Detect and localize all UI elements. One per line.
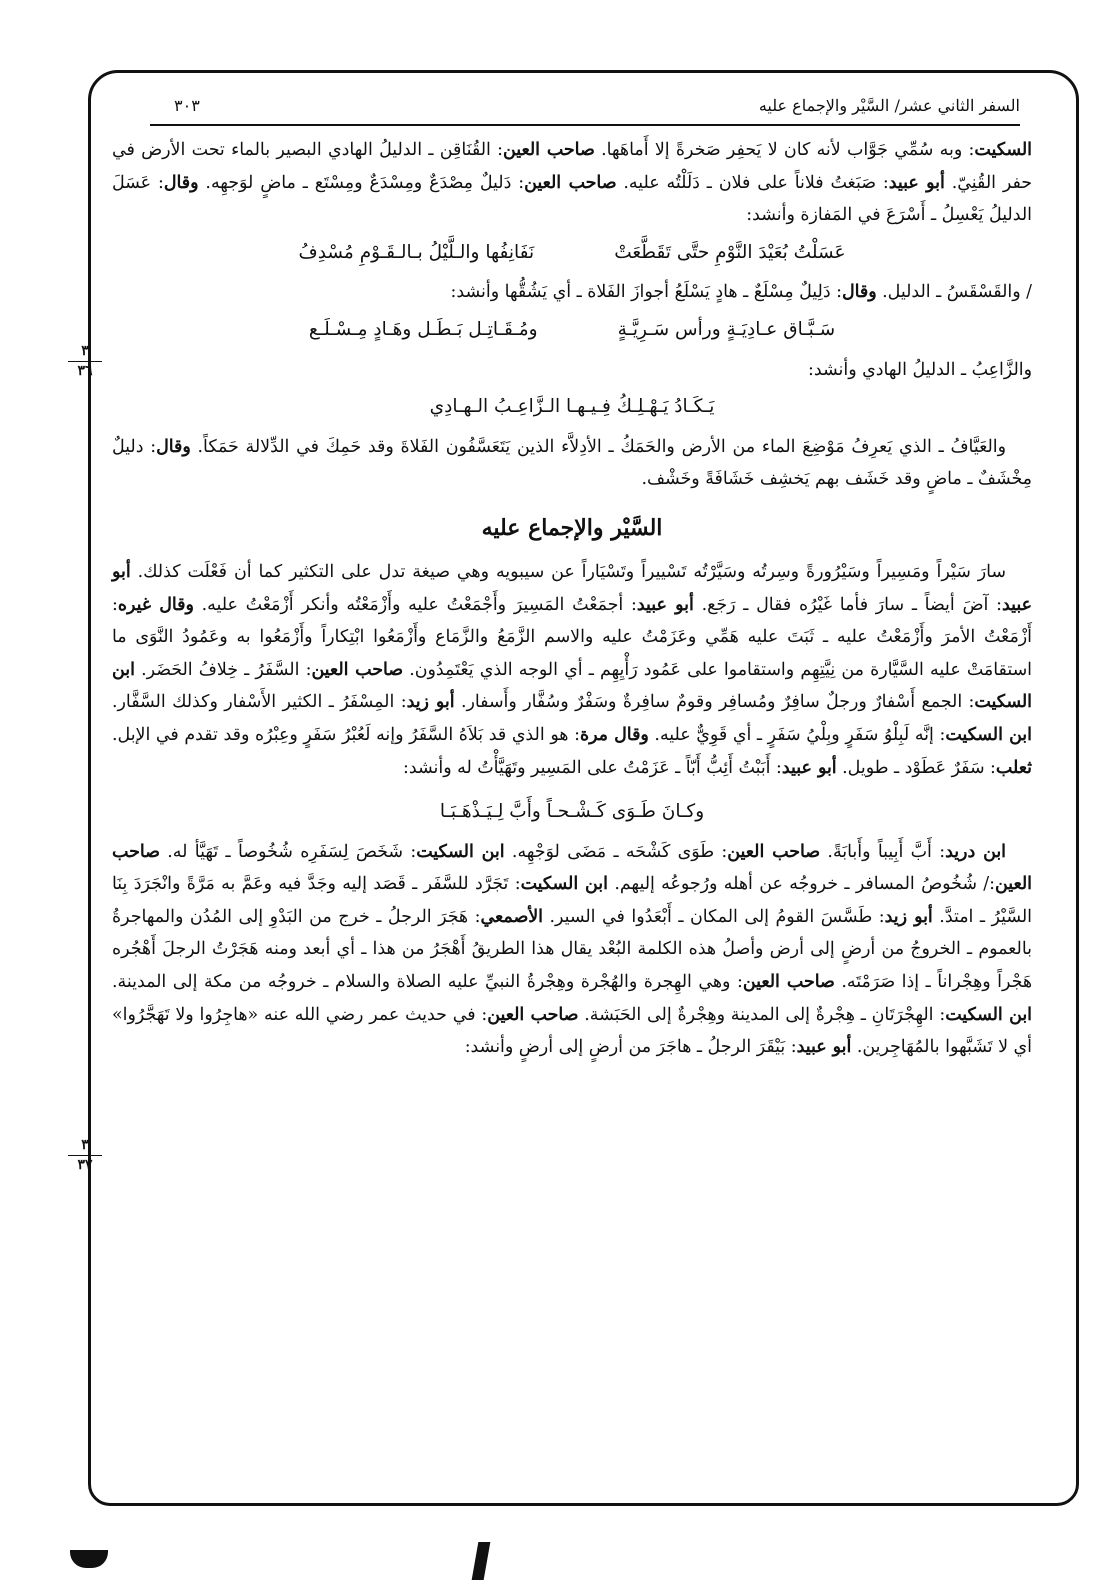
source-name: ثعلب bbox=[995, 757, 1032, 778]
margin-note-bottom: ٣٦ bbox=[77, 363, 93, 379]
source-name: السكيت bbox=[974, 140, 1032, 160]
text: : هَجَرَ الرجلُ ـ خرج من البَدْوِ إلى المُدُن والمهاجرةُ بالعموم ـ الخروجُ من أرضٍ إلى أرض وأصلُ هذه الكلمة البُعْد يقال هذا الطريقُ أَهْجَرُ من هذا ـ أي أبعد ومنه هَجَرْتُ الرجلَ أَهْجُره هَجْراً وهِجْراناً ـ إذا صَرَمْتَه. bbox=[112, 906, 1032, 993]
verse bbox=[112, 314, 1032, 347]
source-name: أبو عبيد bbox=[781, 757, 837, 778]
running-header bbox=[150, 86, 1020, 124]
source-name: صاحب العين bbox=[503, 140, 595, 160]
text: : السَّفَرُ ـ خِلافُ الحَضَر. bbox=[134, 659, 312, 680]
page-body bbox=[112, 134, 1032, 1064]
text: : سَفَرٌ عَطَوْد ـ طويل. bbox=[836, 757, 996, 778]
verse-second-hemistich: ومُـقَـاتِـل بَـطَـل وهَـادٍ مِـسْـلَـع bbox=[308, 318, 538, 340]
verse bbox=[112, 237, 1032, 270]
text: : في حديث عمر رضي الله عنه «هاجِرُوا ولا تَهَجَّرُوا» أي لا تَشَبَّهوا بالمُهَاجِرين. bbox=[112, 1004, 1032, 1058]
text: : المِسْفَرُ ـ الكثير الأَسْفار وكذلك السَّفَّار. bbox=[112, 692, 407, 713]
text: : بَيْقَرَ الرجلُ ـ هاجَرَ من أرضٍ إلى أرضٍ وأنشد: bbox=[464, 1037, 797, 1058]
text: سارَ سَيْراً ومَسِيراً وسَيْرُورةً وسِرتُه وسَيَّرْتُه تَسْييراً وتَسْيَاراً عن سيبويه وهي صيغة تدل على التكثير كما أن فَعْلَت كذلك. bbox=[130, 561, 1006, 582]
text: : أَبَبْتُ أَئِبُّ أَبّاً ـ عَزَمْتُ على المَسِير وتَهَيَّأْتُ له وأنشد: bbox=[403, 757, 782, 778]
source-name: ابن السكيت bbox=[520, 874, 608, 895]
margin-note bbox=[68, 344, 102, 379]
text: : آضَ أيضاً ـ سارَ فأما غَيْرُه فقال ـ رَجَع. bbox=[693, 594, 1002, 615]
text: والعَيَّافُ ـ الذي يَعرِفُ مَوْضِعَ الماء من الأرض والحَمَكُ ـ الأدِلاَّء الذين يَتَعَسَّفُون الفَلاةَ وقد حَمِكَ في الدِّلالة حَمَكاً. bbox=[190, 436, 1006, 457]
text: :/ شُخُوصُ المسافر ـ خروجُه عن أهله ورُجوعُه إليهم. bbox=[607, 874, 995, 895]
verse-second-hemistich: نَفَانِفُها والـلَّيْلُ بـالـقَـوْمِ مُسْدِفُ bbox=[298, 241, 535, 263]
text: : أَزْمَعْتُ الأمرَ وأَزْمَعْتُ عليه ـ ثَبَتَ عليه هَمِّي وعَزَمْتُ عليه والاسم الزَّمَعُ والزَّمَاع وأَزْمَعُوا ابْتِكاراً وأَزْمَعُوا به وعَمُودُ النَّوَى ما استقامَتْ عليه السَّيَّارة من نِيَّتِهِم واستقاموا على عَمُود رَأْيِهِم ـ أي الوجه الذي يَعْتَمِدُون. bbox=[112, 594, 1032, 680]
paragraph bbox=[112, 556, 1032, 784]
source-name: ابن السكيت bbox=[416, 841, 505, 862]
section-title: السَّيْر والإجماع عليه bbox=[481, 514, 663, 541]
source-name: وقال غيره bbox=[117, 594, 194, 615]
text: : دليلٌ مِخْشَفٌ ـ ماضٍ وقد خَشَف بهم يَخشِف خَشَافَةً وخَشْف. bbox=[112, 436, 1032, 490]
text: : دَلِيلٌ مِسْلَعٌ ـ هادٍ يَسْلَعُ أجوازَ الفَلاة ـ أي يَشُقُّها وأنشد: bbox=[450, 282, 842, 303]
text: : أجمَعْتُ المَسِيرَ وأَجْمَعْتُ عليه وأَزْمَعْتُه وأنكر أَزْمَعْتُ عليه. bbox=[193, 594, 637, 615]
source-name: صاحب العين bbox=[524, 172, 617, 193]
verse-line: وكـانَ طَـوَى كَـشْـحـاً وأَبَّ لِـيَـذْهَـبَـا bbox=[439, 801, 705, 823]
source-name: ابن السكيت bbox=[945, 724, 1032, 745]
verse-first-hemistich: عَسَلْتُ بُعَيْدَ النَّوْمِ حتَّى تَقَطَّعَتْ bbox=[614, 241, 846, 263]
source-name: وقال مرة bbox=[579, 724, 649, 745]
text: : تَجَرَّد للسَّفَر ـ قَصَد إليه وجَدَّ فيه وعَمَّ به مَرَّةً وانْجَرَدَ بِنَا السَّيْرُ ـ امتدَّ. bbox=[112, 874, 1033, 927]
paragraph bbox=[112, 431, 1032, 496]
source-name: أبو زيد bbox=[406, 692, 455, 713]
text: / والقَسْقَسُ ـ الدليل. bbox=[876, 282, 1032, 303]
verse-line: يَـكَـادُ يَـهْـلِـكُ فِـيـهـا الـزَّاعِـبُ الـهـادِي bbox=[429, 396, 715, 418]
verse bbox=[112, 391, 1032, 424]
margin-note bbox=[68, 1138, 102, 1173]
source-name: صاحب العين bbox=[487, 1004, 579, 1025]
source-name: أبو عبيد bbox=[112, 561, 1032, 615]
verse-first-hemistich: سَـبَّـاق عـادِيَـةٍ ورأس سَـرِيَّـةٍ bbox=[617, 318, 836, 340]
verse bbox=[112, 796, 1032, 829]
source-name: أبو زيد bbox=[884, 906, 933, 927]
text: : هو الذي قد بَلاَهُ السَّفَرُ وإنه لَعُبْرُ سَفَرٍ وعِبْرُه وقد تقدم في الإبل. bbox=[112, 724, 580, 745]
text: : صَبَغتُ فلاناً على فلان ـ دَلَلْتُه عليه. bbox=[616, 172, 889, 193]
header-rule bbox=[150, 124, 1020, 126]
paragraph bbox=[112, 836, 1032, 1064]
text: : إنَّه لَبِلْوُ سَفَرٍ وبِلْيُ سَفَرٍ ـ أي قَوِيٌّ عليه. bbox=[648, 724, 946, 745]
margin-note-top: ٣ bbox=[81, 343, 89, 359]
text: : طَوَى كَشْحَه ـ مَضَى لوَجْهِه. bbox=[504, 841, 728, 862]
text: : الهِجْرَتَانِ ـ هِجْرةٌ إلى المدينة وهِجْرةٌ إلى الحَبَشة. bbox=[578, 1004, 946, 1025]
margin-note-rule bbox=[68, 1155, 102, 1156]
text: : القُنَاقِن ـ الدليلُ الهادي البصير بالماء تحت الأرض في حفر القُنِيّ. bbox=[112, 140, 1033, 193]
source-name: أبو عبيد bbox=[888, 172, 945, 193]
scan-artifact-mark bbox=[70, 1550, 108, 1568]
source-name: وقال bbox=[841, 282, 877, 303]
source-name: وقال bbox=[156, 436, 191, 457]
paragraph: والزَّاعِبُ ـ الدليلُ الهادي وأنشد: bbox=[808, 359, 1032, 380]
margin-note-bottom: ٣٧ bbox=[77, 1157, 93, 1173]
source-name: صاحب العين bbox=[112, 841, 1032, 895]
margin-note-rule bbox=[68, 361, 102, 362]
paragraph bbox=[112, 276, 1032, 309]
source-name: ابن السكيت bbox=[112, 659, 1032, 713]
source-name: صاحب العين bbox=[311, 659, 404, 680]
header-title: السفر الثاني عشر/ السَّيْر والإجماع عليه bbox=[758, 95, 1020, 115]
source-name: وقال bbox=[163, 172, 199, 193]
scan-artifact-mark bbox=[472, 1542, 491, 1580]
source-name: ابن السكيت bbox=[945, 1004, 1033, 1025]
paragraph bbox=[112, 134, 1032, 232]
text: : الجمع أَسْفارٌ ورجلٌ سافِرٌ ومُسافِر وقومٌ سافِرةٌ وسَفْرٌ وسُفَّار وأَسفار. bbox=[454, 692, 975, 713]
source-name: أبو عبيد bbox=[796, 1037, 852, 1058]
source-name: صاحب العين bbox=[727, 841, 821, 862]
text: : وبه سُمِّي جَوَّاب لأنه كان لا يَحفِر صَخرةً إلا أَماهَها. bbox=[594, 140, 975, 160]
text: : وهي الهِجرة والهُجْرة وهِجْرةُ النبيِّ عليه الصلاة والسلام ـ خروجُه من مكة إلى المدينة. bbox=[112, 972, 743, 993]
page-number: ٣٠٣ bbox=[174, 95, 200, 115]
margin-note-top: ٣ bbox=[81, 1137, 89, 1153]
source-name: صاحب العين bbox=[742, 972, 835, 993]
source-name: ابن دريد bbox=[945, 841, 1007, 862]
text: : دَليلٌ مِصْدَعٌ ومِسْدَعٌ ومِسْتَع ـ ماضٍ لوَجهِه. bbox=[198, 172, 525, 193]
text: : طَسَّسَ القومُ إلى المكان ـ أَبْعَدُوا في السير. bbox=[542, 906, 885, 927]
text: : أَبَّ أَبِيباً وأَبابَةً. bbox=[820, 841, 946, 862]
text: : شَخَصَ لِسَفَرِه شُخُوصاً ـ تَهَيَّأ له. bbox=[159, 841, 417, 862]
source-name: أبو عبيد bbox=[636, 594, 694, 615]
source-name: الأصمعي bbox=[480, 906, 543, 927]
text: : عَسَلَ الدليلُ يَعْسِلُ ـ أَسْرَعَ في المَفازة وأنشد: bbox=[112, 172, 1032, 226]
